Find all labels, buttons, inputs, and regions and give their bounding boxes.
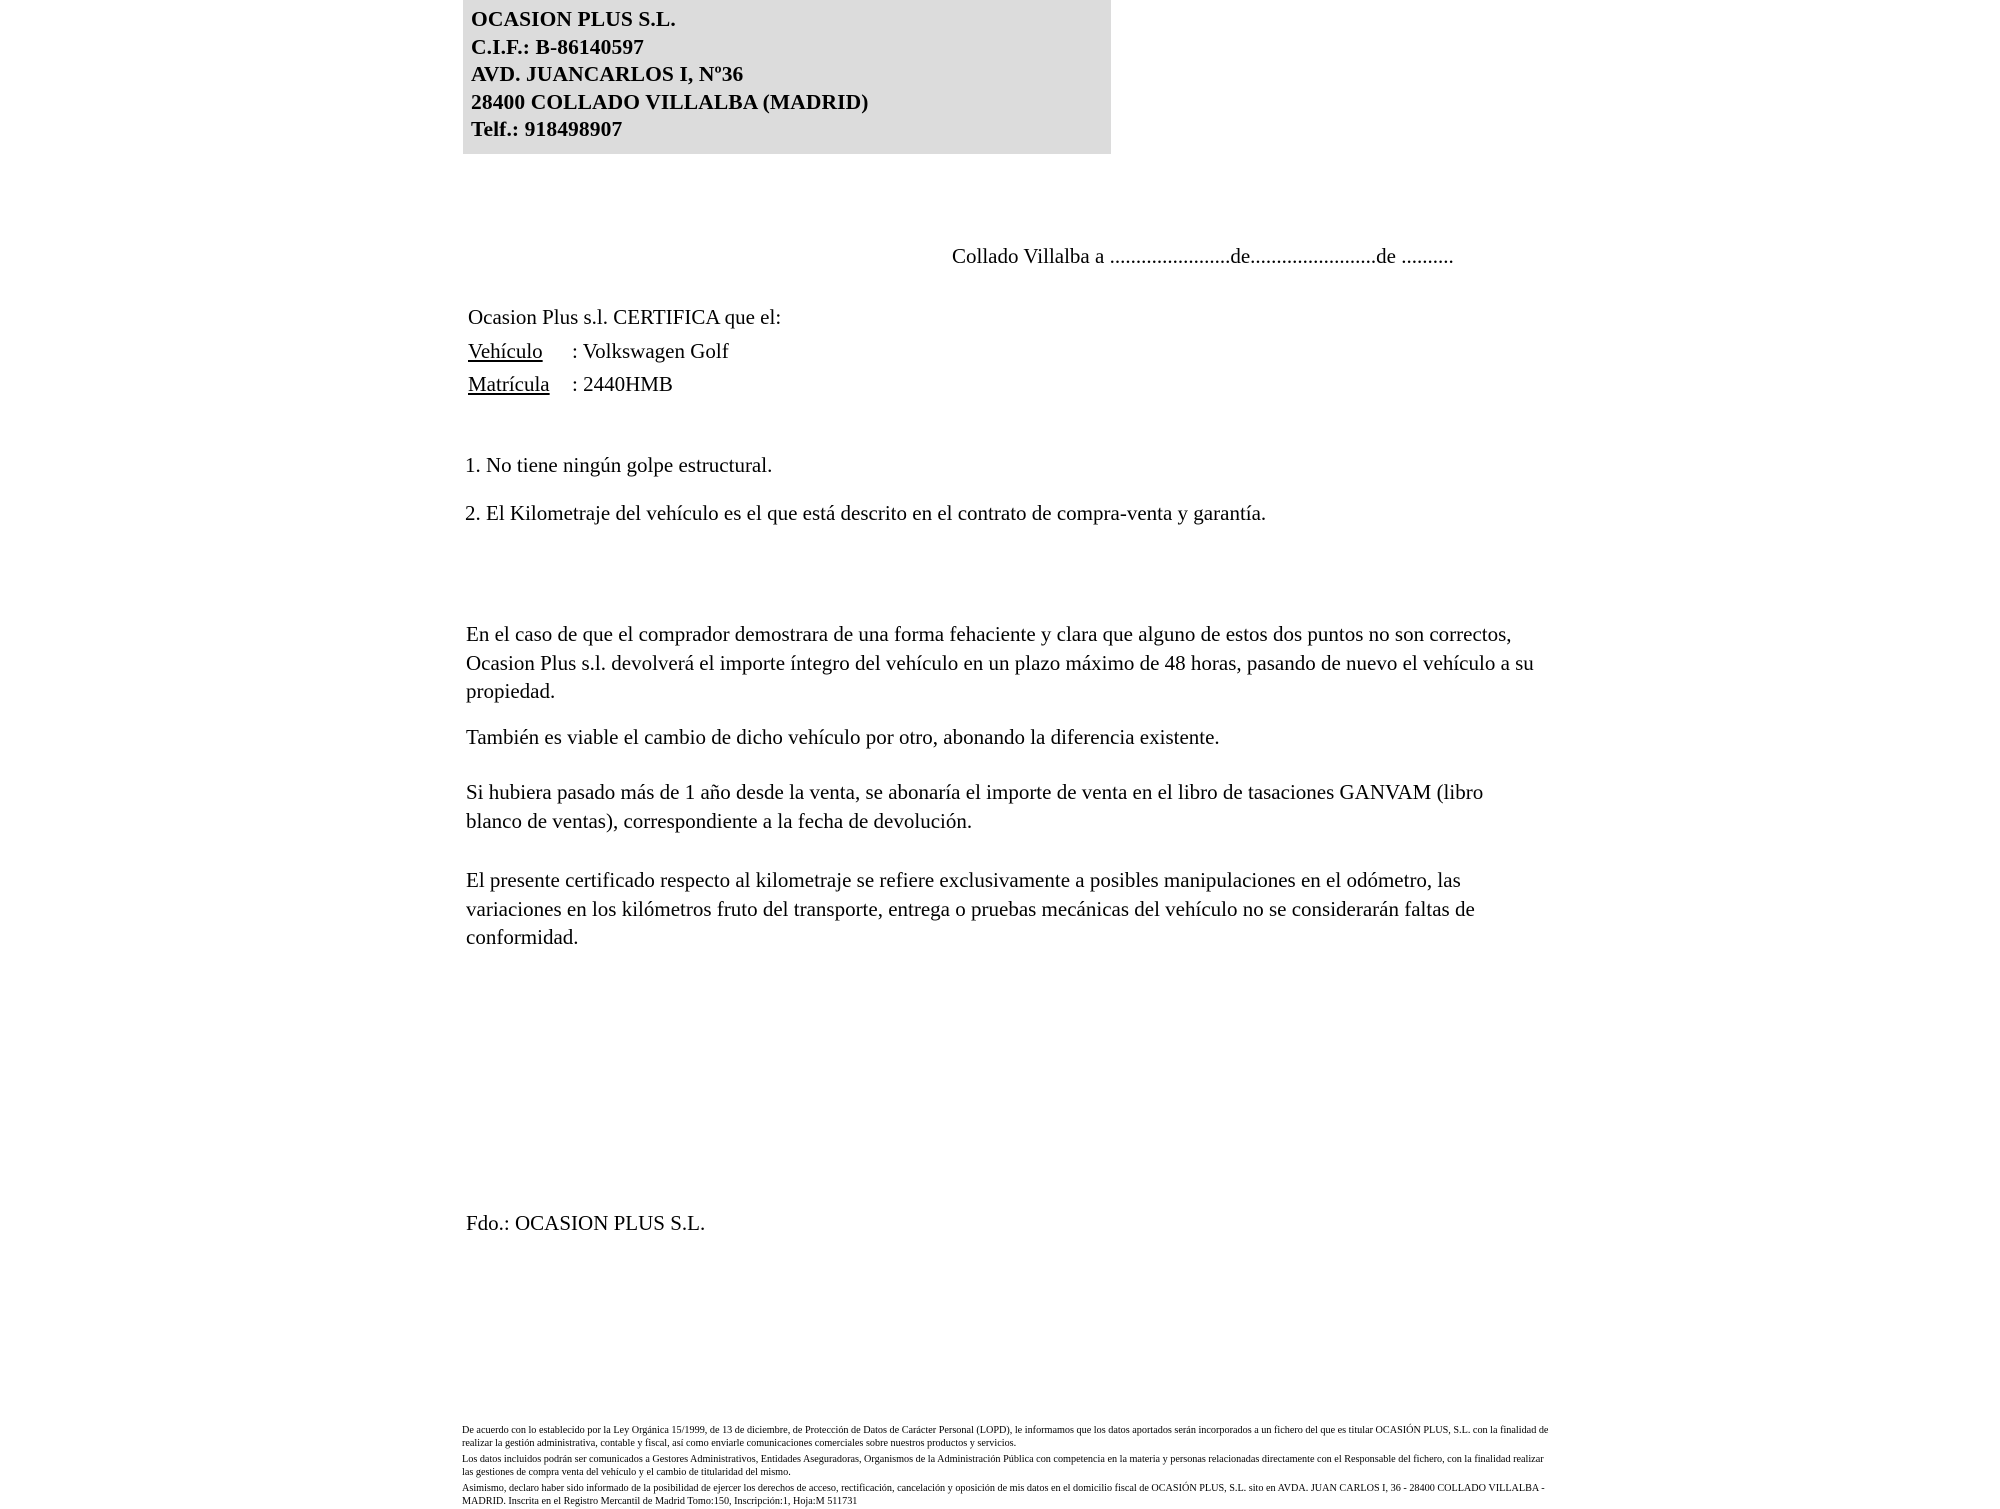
paragraph-refund-terms: En el caso de que el comprador demostrara de una forma fehaciente y clara que alguno de estos dos puntos no son correctos, Ocasion Plus s.l. devolverá el importe íntegro del vehículo en un plazo máximo de 48 horas, pasando de nuevo el vehículo a su propiedad. bbox=[466, 622, 1534, 703]
paragraph-one-year-clause: Si hubiera pasado más de 1 año desde la venta, se abonaría el importe de venta en el libro de tasaciones GANVAM (libro blanco de ventas), correspondiente a la fecha de devolución. bbox=[466, 780, 1484, 833]
paragraph-exchange-option: También es viable el cambio de dicho vehículo por otro, abonando la diferencia existente. bbox=[466, 725, 1220, 749]
legal-paragraph-2: Los datos incluidos podrán ser comunicados a Gestores Administrativos, Entidades Aseguradoras, Organismos de la Administración Pública con competencia en la materia y personas relacionadas directamente con el Responsable del fichero, con la finalidad realizar las gestiones de compra venta del vehículo y el cambio de titularidad del mismo. bbox=[462, 1454, 1544, 1478]
company-address: AVD. JUANCARLOS I, Nº36 bbox=[471, 62, 744, 86]
legal-footer bbox=[462, 1425, 1552, 1509]
certification-block bbox=[468, 301, 781, 402]
plate-row bbox=[468, 368, 781, 402]
certification-intro: Ocasion Plus s.l. CERTIFICA que el: bbox=[468, 305, 782, 329]
company-phone: Telf.: 918498907 bbox=[471, 117, 623, 141]
date-line: Collado Villalba a .......................de........................de .......... bbox=[952, 244, 1454, 268]
company-name: OCASION PLUS S.L. bbox=[471, 7, 676, 31]
point-item-2: 2. El Kilometraje del vehículo es el que está descrito en el contrato de compra-venta y garantía. bbox=[465, 501, 1267, 525]
point-item-1: 1. No tiene ningún golpe estructural. bbox=[465, 453, 773, 477]
legal-paragraph-3: Asimismo, declaro haber sido informado de la posibilidad de ejercer los derechos de acceso, rectificación, cancelación y oposición de mis datos en el domicilio fiscal de OCASIÓN PLUS, S.L. sito en AVDA. JUAN CARLOS I, 36 - 28400 COLLADO VILLALBA - MADRID. Inscrita en el Registro Mercantil de Madrid Tomo:150, Inscripción:1, Hoja:M 511731 bbox=[462, 1483, 1545, 1507]
vehicle-row bbox=[468, 335, 781, 369]
company-city: 28400 COLLADO VILLALBA (MADRID) bbox=[471, 89, 869, 114]
company-cif: C.I.F.: B-86140597 bbox=[471, 34, 645, 59]
vehicle-label: Vehículo bbox=[468, 338, 543, 363]
company-letterhead bbox=[463, 0, 1111, 154]
paragraph-odometer-scope: El presente certificado respecto al kilometraje se refiere exclusivamente a posibles manipulaciones en el odómetro, las variaciones en los kilómetros fruto del transporte, entrega o pruebas mecánicas del vehículo no se considerarán faltas de conformidad. bbox=[466, 868, 1475, 949]
plate-value: : 2440HMB bbox=[572, 372, 673, 396]
signature-line: Fdo.: OCASION PLUS S.L. bbox=[466, 1211, 706, 1235]
legal-paragraph-1: De acuerdo con lo establecido por la Ley Orgánica 15/1999, de 13 de diciembre, de Protección de Datos de Carácter Personal (LOPD), le informamos que los datos aportados serán incorporados a un fichero del que es titular OCASIÓN PLUS, S.L. con la finalidad de realizar la gestión administrativa, contable y fiscal, así como enviarle comunicaciones comerciales sobre nuestros productos y servicios. bbox=[462, 1425, 1549, 1449]
plate-label: Matrícula bbox=[468, 372, 550, 396]
vehicle-value: : Volkswagen Golf bbox=[572, 338, 729, 363]
